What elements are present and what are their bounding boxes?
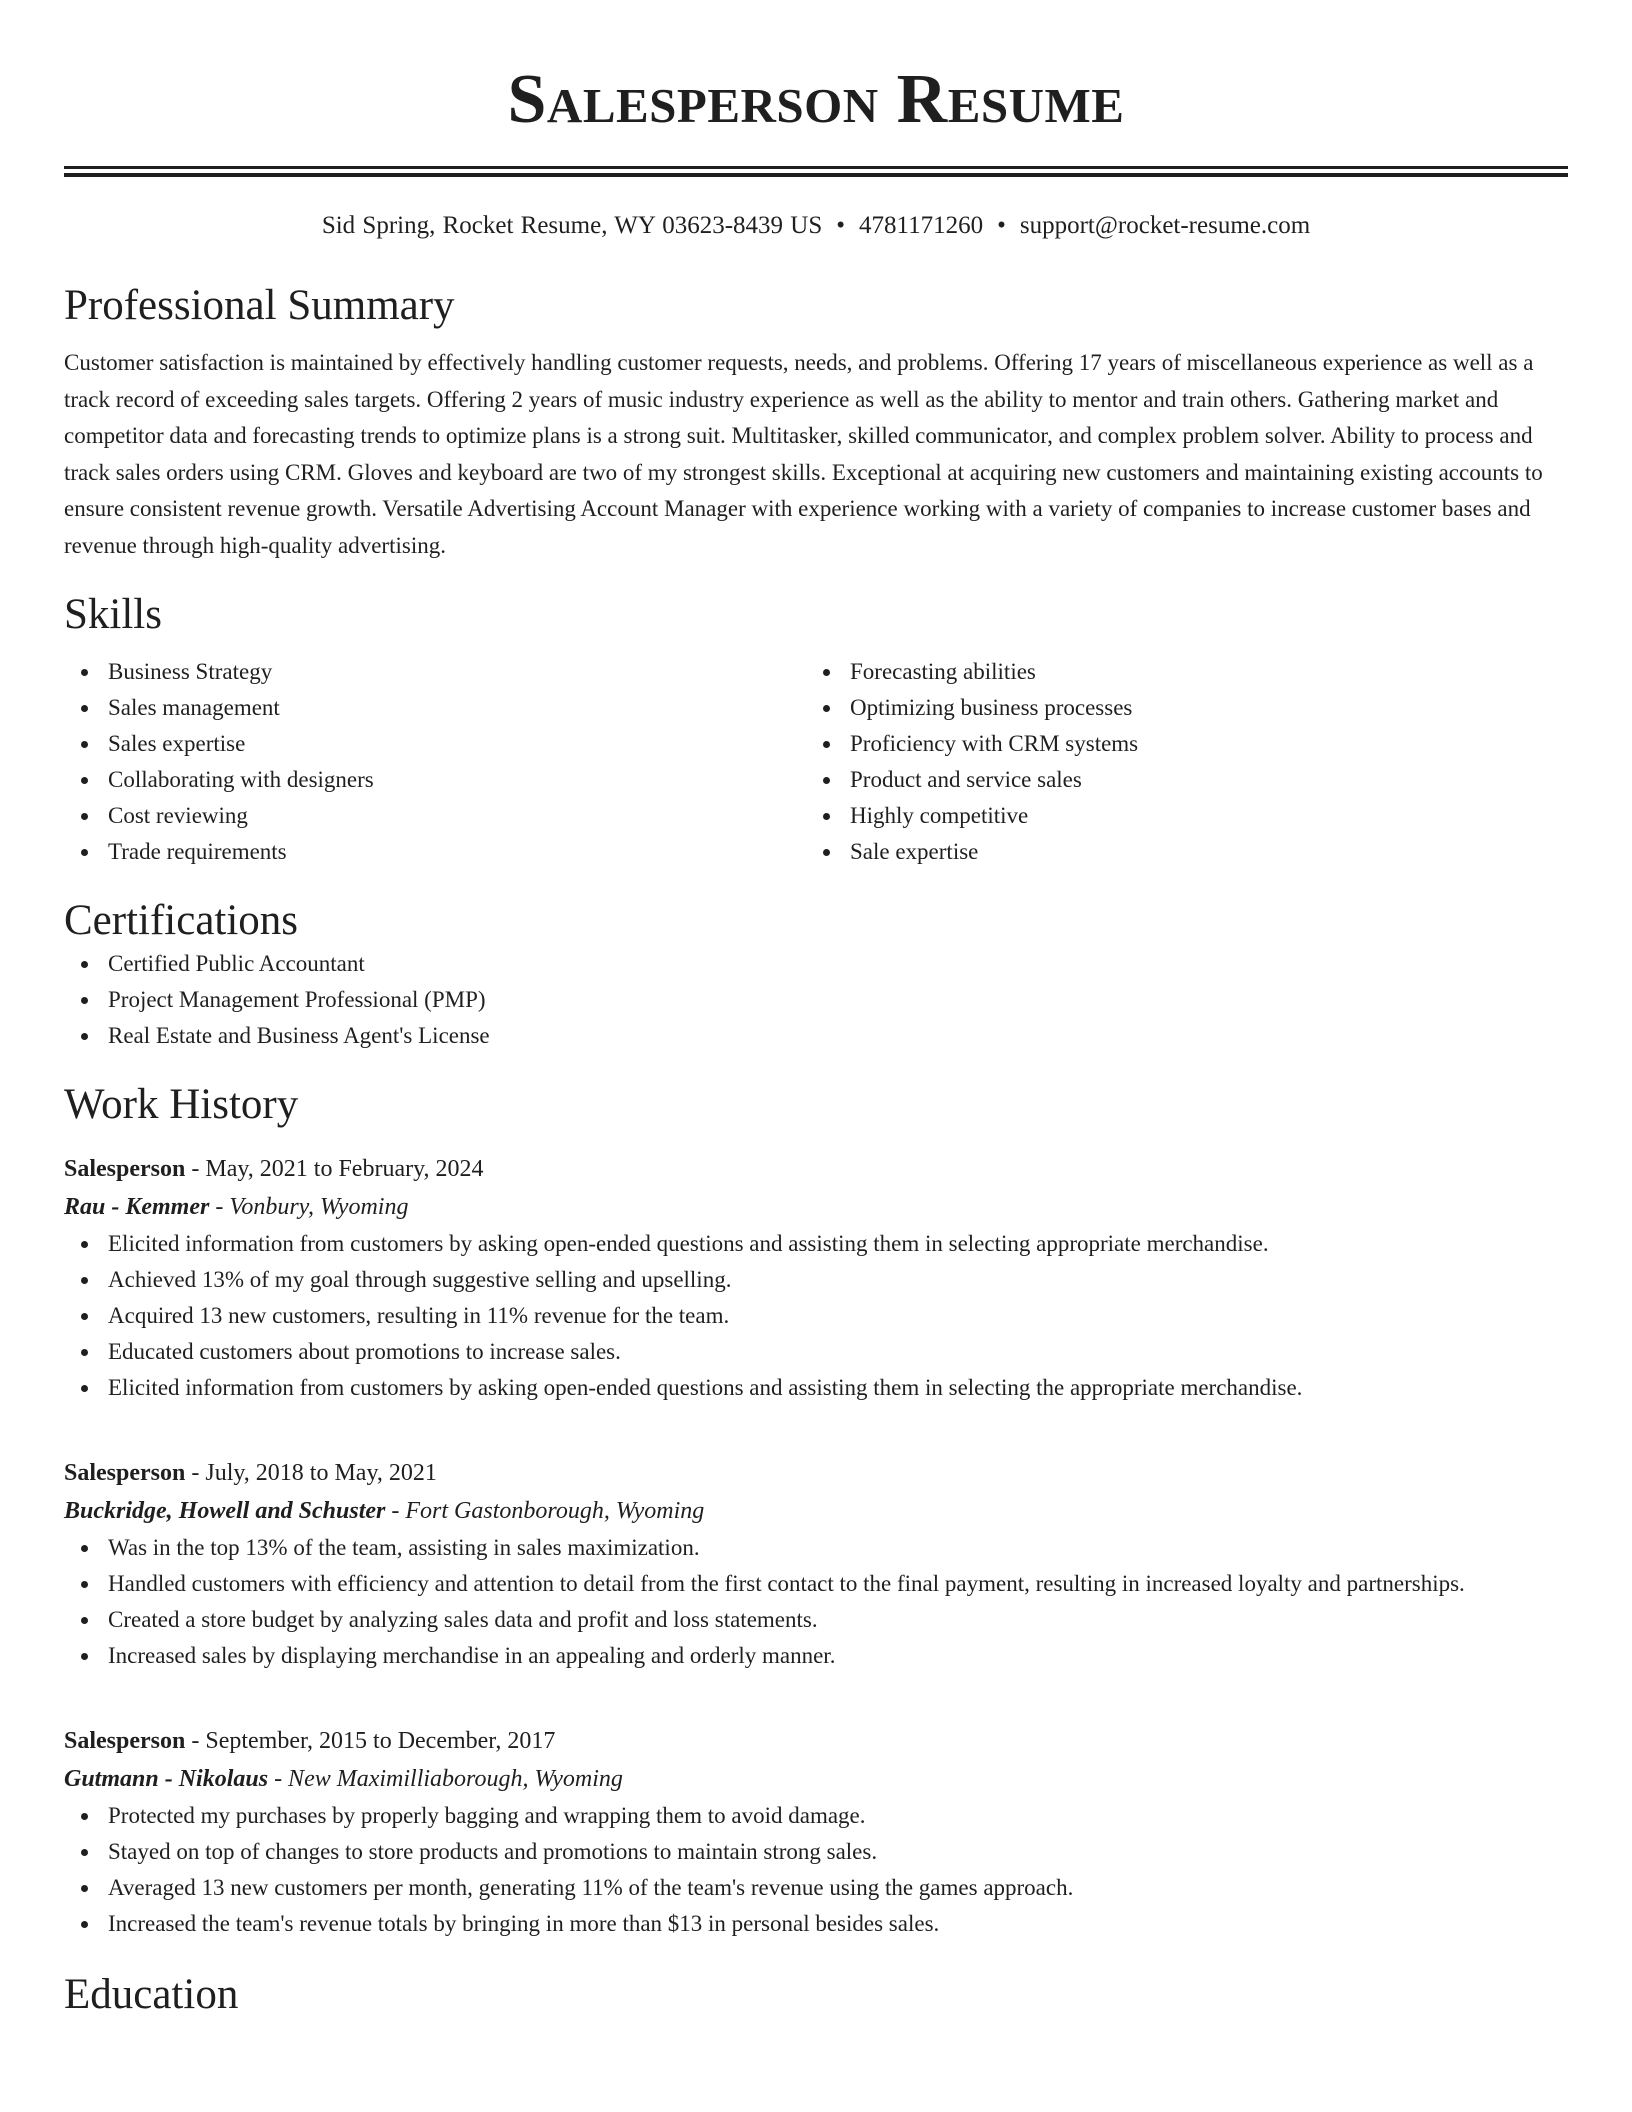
skills-list-left [64,654,806,870]
job-company-line [64,1492,1568,1530]
job-company: Rau - Kemmer [64,1194,210,1220]
skill-item: Product and service sales [806,762,1548,798]
skills-column-right [806,654,1548,870]
job-dates: - September, 2015 to December, 2017 [185,1728,556,1754]
job-bullet: Stayed on top of changes to store products and promotions to maintain strong sales. [64,1834,1568,1870]
skill-item: Trade requirements [64,834,806,870]
skill-item: Sale expertise [806,834,1548,870]
contact-separator: • [836,212,846,239]
skill-item: Collaborating with designers [64,762,806,798]
contact-line [64,211,1568,241]
education-heading: Education [64,1971,239,2018]
skills-heading: Skills [64,591,162,638]
job-bullet: Achieved 13% of my goal through suggestive selling and upselling. [64,1262,1568,1298]
job-bullets [64,1226,1568,1406]
job-bullet: Protected my purchases by properly bagging and wrapping them to avoid damage. [64,1798,1568,1834]
job-dates: - July, 2018 to May, 2021 [185,1460,437,1486]
work-history-heading: Work History [64,1081,299,1128]
resume-page [64,0,1568,2020]
job-bullet: Created a store budget by analyzing sales data and profit and loss statements. [64,1602,1568,1638]
job-bullet: Educated customers about promotions to increase sales. [64,1334,1568,1370]
certification-item: Real Estate and Business Agent's License [64,1018,1568,1054]
job-entry [64,1454,1568,1674]
job-bullet: Increased the team's revenue totals by bringing in more than $13 in personal besides sales. [64,1906,1568,1942]
job-location: - New Maximilliaborough, Wyoming [268,1766,623,1792]
certifications-list [64,946,1568,1054]
certification-item: Certified Public Accountant [64,946,1568,982]
job-bullet: Elicited information from customers by asking open-ended questions and assisting them in selecting appropriate merchandise. [64,1226,1568,1262]
summary-text: Customer satisfaction is maintained by effectively handling customer requests, needs, and problems. Offering 17 years of miscellaneous experience as well as a track record of exceeding sales targets. Offering 2 years of music industry experience as well as the ability to mentor and train others. Gathering market and competitor data and forecasting trends to optimize plans is a strong suit. Multitasker, skilled communicator, and complex problem solver. Ability to process and track sales orders using CRM. Gloves and keyboard are two of my strongest skills. Exceptional at acquiring new customers and maintaining existing accounts to ensure consistent revenue growth. Versatile Advertising Account Manager with experience working with a variety of companies to increase customer bases and revenue through high-quality advertising. [64,350,1543,558]
skill-item: Business Strategy [64,654,806,690]
contact-address: Sid Spring, Rocket Resume, WY 03623-8439 US [321,212,823,239]
contact-email: support@rocket-resume.com [1019,212,1311,239]
job-bullet: Acquired 13 new customers, resulting in 11% revenue for the team. [64,1298,1568,1334]
job-bullet: Elicited information from customers by asking open-ended questions and assisting them in selecting the appropriate merchandise. [64,1370,1568,1406]
contact-separator: • [997,212,1006,239]
contact-phone: 4781171260 [859,212,984,239]
job-role: Salesperson [64,1728,186,1754]
job-title-line [64,1454,1568,1492]
job-title-line [64,1150,1568,1188]
job-bullet: Increased sales by displaying merchandise in an appealing and orderly manner. [64,1638,1568,1674]
skill-item: Sales expertise [64,726,806,762]
job-location: - Vonbury, Wyoming [209,1194,409,1220]
summary-heading: Professional Summary [64,282,455,329]
job-entry [64,1722,1568,1942]
skills-column-left [64,654,806,870]
skill-item: Forecasting abilities [806,654,1548,690]
skills-list-right [806,654,1548,870]
page-title: Salesperson Resume [507,61,1125,138]
skill-item: Cost reviewing [64,798,806,834]
certification-item: Project Management Professional (PMP) [64,982,1568,1018]
job-bullets [64,1798,1568,1942]
job-bullet: Averaged 13 new customers per month, generating 11% of the team's revenue using the games approach. [64,1870,1568,1906]
job-company: Buckridge, Howell and Schuster [64,1498,386,1524]
title-divider [64,166,1568,177]
job-location: - Fort Gastonborough, Wyoming [385,1498,705,1524]
job-dates: - May, 2021 to February, 2024 [185,1156,484,1182]
skill-item: Optimizing business processes [806,690,1548,726]
job-entry [64,1150,1568,1406]
job-title-line [64,1722,1568,1760]
job-bullets [64,1530,1568,1674]
job-role: Salesperson [64,1460,186,1486]
job-role: Salesperson [64,1156,186,1182]
certifications-heading: Certifications [64,897,299,944]
skill-item: Sales management [64,690,806,726]
skill-item: Proficiency with CRM systems [806,726,1548,762]
skills-grid [64,654,1568,870]
job-bullet: Was in the top 13% of the team, assisting in sales maximization. [64,1530,1568,1566]
job-company-line [64,1760,1568,1798]
job-company-line [64,1188,1568,1226]
job-company: Gutmann - Nikolaus [64,1766,269,1792]
job-bullet: Handled customers with efficiency and attention to detail from the first contact to the final payment, resulting in increased loyalty and partnerships. [64,1566,1568,1602]
skill-item: Highly competitive [806,798,1548,834]
